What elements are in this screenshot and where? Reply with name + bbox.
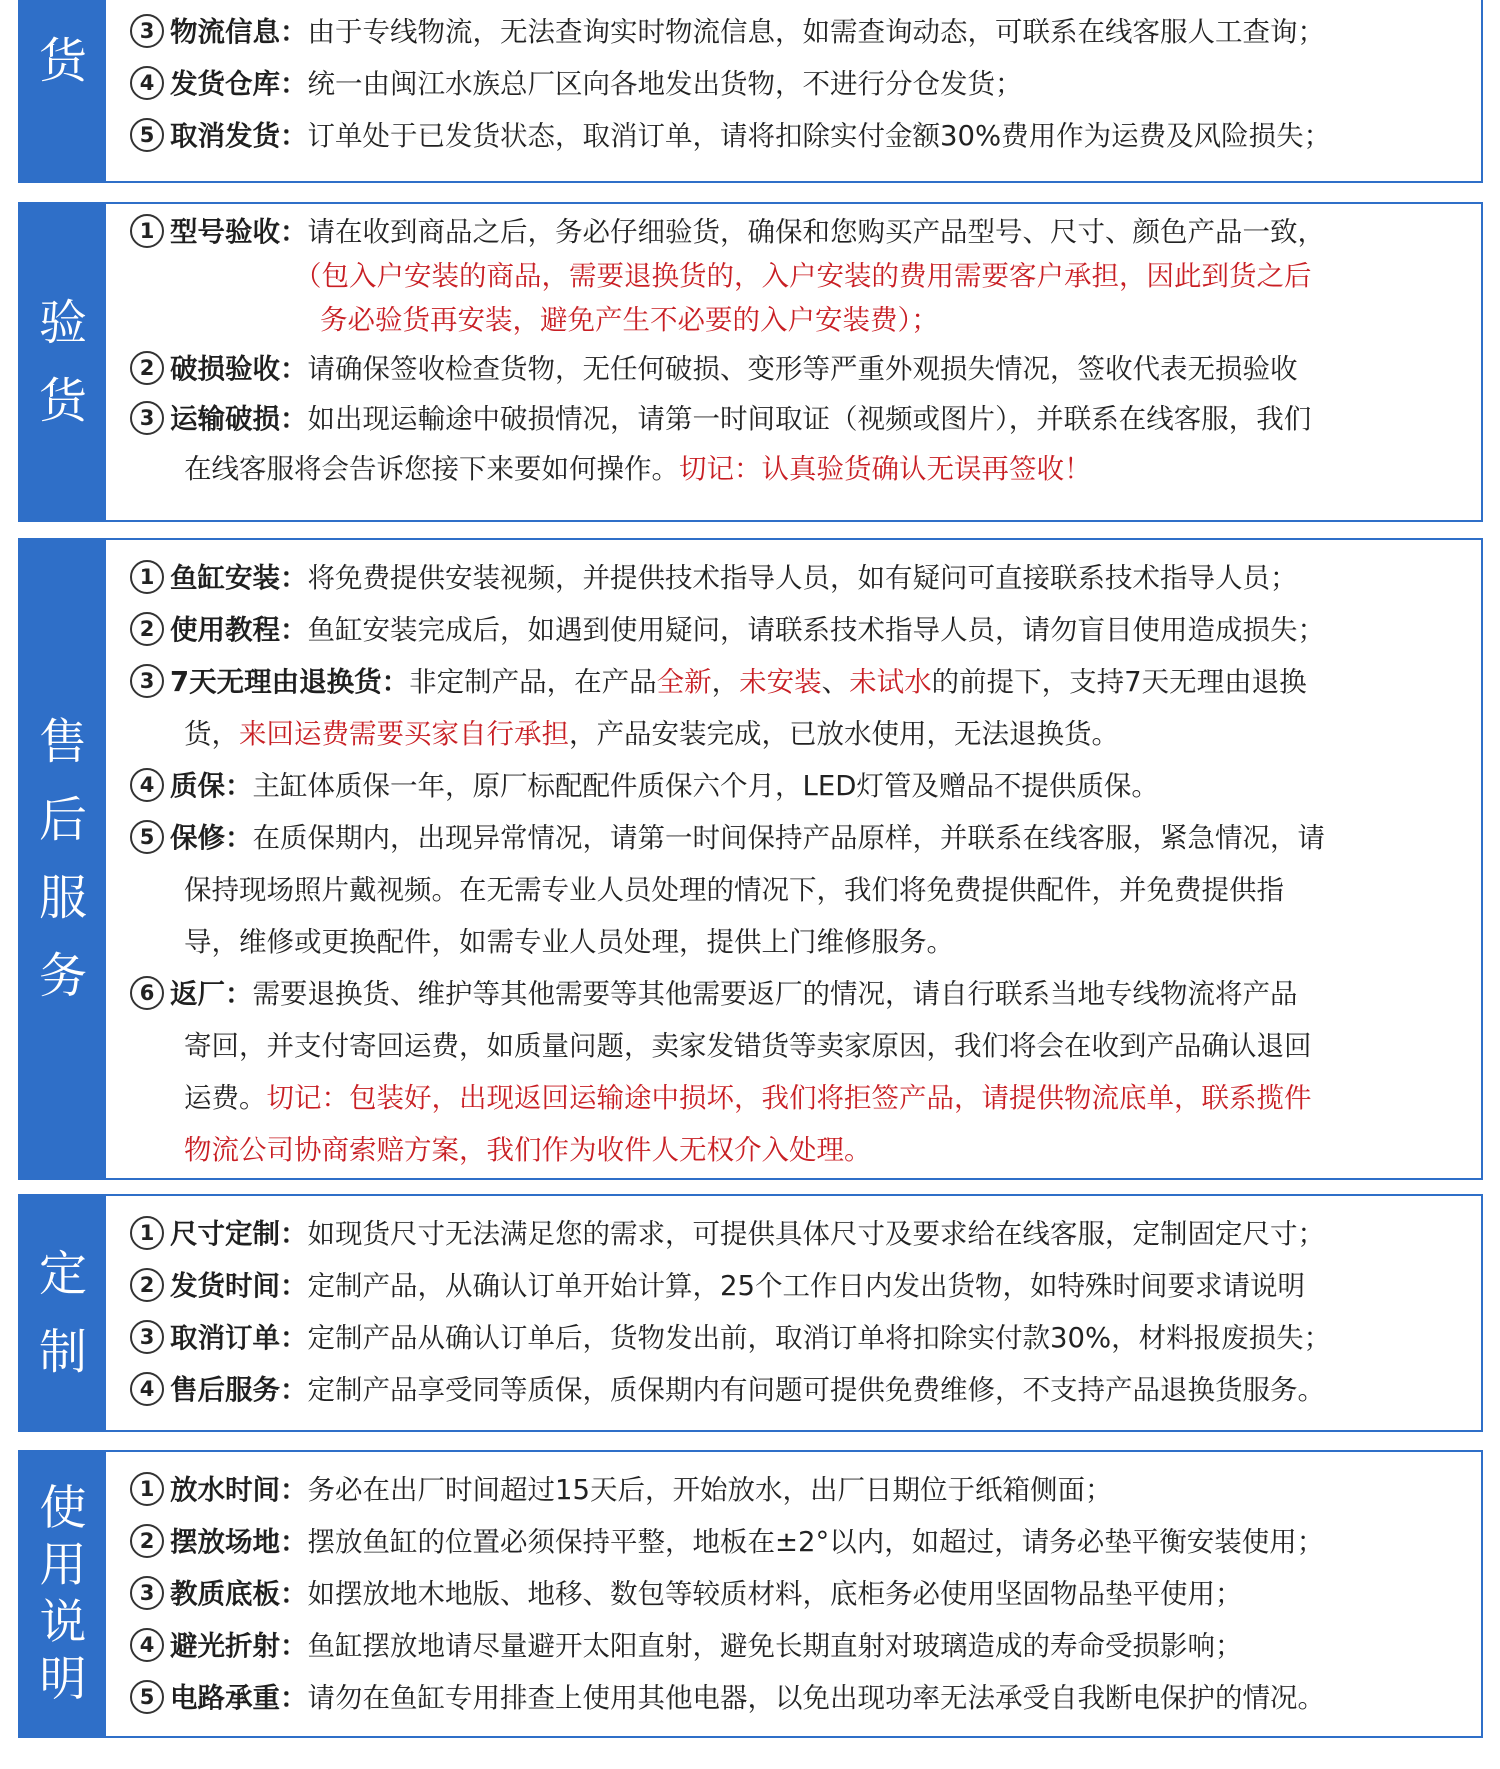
- list-item: [130, 1672, 1469, 1724]
- item-text: ，产品安装完成，已放水使用，无法退换货。: [569, 718, 1119, 750]
- item-text: 鱼缸安装完成后，如遇到使用疑问，请联系技术指导人员，请勿盲目使用造成损失；: [307, 614, 1325, 646]
- list-item: [130, 210, 1469, 342]
- list-item: [130, 1208, 1469, 1260]
- list-item: [130, 552, 1469, 604]
- item-text: 保持现场照片戴视频。在无需专业人员处理的情况下，我们将免费提供配件，并免费提供指: [184, 874, 1284, 906]
- list-item: [130, 1620, 1469, 1672]
- title-char: 说: [39, 1595, 87, 1650]
- section-usage: [18, 1450, 1483, 1738]
- item-text: 定制产品，从确认订单开始计算，25个工作日内发出货物，如特殊时间要求请说明: [307, 1270, 1305, 1302]
- item-label: 质保：: [170, 770, 253, 802]
- section-custom: [18, 1194, 1483, 1432]
- number-badge: 2: [130, 1524, 164, 1558]
- item-label: 尺寸定制：: [170, 1218, 308, 1250]
- item-text: 鱼缸摆放地请尽量避开太阳直射，避免长期直射对玻璃造成的寿命受损影响；: [307, 1630, 1243, 1662]
- title-char: 务: [38, 948, 87, 1004]
- item-label: 发货时间：: [170, 1270, 308, 1302]
- item-note: （包入户安装的商品，需要退换货的，入户安装的费用需要客户承担，因此到货之后: [294, 260, 1312, 292]
- list-item: [130, 1568, 1469, 1620]
- list-item: [130, 1364, 1469, 1416]
- item-text: 导，维修或更换配件，如需专业人员处理，提供上门维修服务。: [184, 926, 954, 958]
- list-item: [130, 604, 1469, 656]
- number-badge: 2: [130, 1268, 164, 1302]
- item-label: 保修：: [170, 822, 253, 854]
- item-text: 在质保期内，出现异常情况，请第一时间保持产品原样，并联系在线客服，紧急情况，请: [252, 822, 1325, 854]
- item-highlight: 未试水: [849, 666, 932, 698]
- item-text: 如出现运輸途中破损情况，请第一时间取证（视频或图片），并联系在线客服，我们: [307, 403, 1312, 435]
- item-label: 摆放场地：: [170, 1526, 308, 1558]
- list-item: [130, 760, 1469, 812]
- number-badge: 4: [130, 66, 164, 100]
- item-text: 定制产品享受同等质保，质保期内有问题可提供免费维修，不支持产品退换货服务。: [307, 1374, 1325, 1406]
- item-note: 务必验货再安装，避免产生不必要的入户安装费）；: [320, 304, 939, 336]
- number-badge: 3: [130, 401, 164, 435]
- title-char: 售: [38, 714, 87, 770]
- item-warning: 物流公司协商索赔方案，我们作为收件人无权介入处理。: [184, 1134, 872, 1166]
- list-item: [130, 1260, 1469, 1312]
- item-label: 售后服务：: [170, 1374, 308, 1406]
- item-highlight: 全新: [656, 666, 712, 698]
- number-badge: 3: [130, 664, 164, 698]
- item-text: 摆放鱼缸的位置必须保持平整，地板在±2°以内，如超过，请务必垫平衡安装使用；: [307, 1526, 1325, 1558]
- title-char: 定: [38, 1246, 87, 1302]
- item-label: 避光折射：: [170, 1630, 308, 1662]
- number-badge: 2: [130, 612, 164, 646]
- item-text: 统一由闽江水族总厂区向各地发出货物，不进行分仓发货；: [307, 68, 1023, 100]
- item-text: 由于专线物流，无法查询实时物流信息，如需查询动态，可联系在线客服人工查询；: [307, 16, 1325, 48]
- title-char: 货: [38, 373, 87, 429]
- item-text: 订单处于已发货状态，取消订单，请将扣除实付金额30%费用作为运费及风险损失；: [307, 120, 1332, 152]
- title-char: 验: [38, 295, 87, 351]
- item-label: 教质底板：: [170, 1578, 308, 1610]
- number-badge: 3: [130, 1576, 164, 1610]
- number-badge: 1: [130, 214, 164, 248]
- item-text: 在线客服将会告诉您接下来要如何操作。: [184, 453, 679, 485]
- number-badge: 5: [130, 820, 164, 854]
- title-char: 后: [38, 792, 87, 848]
- number-badge: 1: [130, 560, 164, 594]
- item-text: 定制产品从确认订单后，货物发出前，取消订单将扣除实付款30%，材料报废损失；: [307, 1322, 1332, 1354]
- list-item: [130, 968, 1469, 1176]
- item-text: 请在收到商品之后，务必仔细验货，确保和您购买产品型号、尺寸、颜色产品一致，: [307, 216, 1325, 248]
- item-label: 物流信息：: [170, 16, 308, 48]
- item-label: 型号验收：: [170, 216, 308, 248]
- item-text: 寄回，并支付寄回运费，如质量问题，卖家发错货等卖家原因，我们将会在收到产品确认退回: [184, 1030, 1312, 1062]
- item-label: 7天无理由退换货：: [170, 666, 410, 698]
- item-label: 返厂：: [170, 978, 253, 1010]
- number-badge: 1: [130, 1472, 164, 1506]
- item-highlight: 来回运费需要买家自行承担: [239, 718, 569, 750]
- list-item: [130, 812, 1469, 968]
- item-text: 务必在出厂时间超过15天后，开始放水，出厂日期位于纸箱侧面；: [307, 1474, 1113, 1506]
- section-title-custom: [20, 1196, 106, 1430]
- title-char: 用: [39, 1538, 87, 1593]
- section-inspection: [18, 202, 1483, 522]
- item-text: 请确保签收检查货物，无任何破损、变形等严重外观损失情况，签收代表无损验收: [307, 353, 1298, 385]
- item-label: 取消发货：: [170, 120, 308, 152]
- section-shipping: [18, 0, 1483, 183]
- item-text: 主缸体质保一年，原厂标配配件质保六个月，LED灯管及赠品不提供质保。: [252, 770, 1159, 802]
- list-item: [130, 1312, 1469, 1364]
- list-item: [130, 1516, 1469, 1568]
- list-item: [130, 394, 1469, 494]
- item-highlight: 未安装: [739, 666, 822, 698]
- item-label: 放水时间：: [170, 1474, 308, 1506]
- number-badge: 4: [130, 1372, 164, 1406]
- item-label: 鱼缸安装：: [170, 562, 308, 594]
- number-badge: 4: [130, 768, 164, 802]
- number-badge: 6: [130, 976, 164, 1010]
- section-title-usage: [20, 1452, 106, 1736]
- item-text: 运费。: [184, 1082, 267, 1114]
- item-label: 取消订单：: [170, 1322, 308, 1354]
- item-warning: 切记：包装好，出现返回运输途中损坏，我们将拒签产品，请提供物流底单，联系揽件: [266, 1082, 1312, 1114]
- item-text: 如现货尺寸无法满足您的需求，可提供具体尺寸及要求给在线客服，定制固定尺寸；: [307, 1218, 1325, 1250]
- item-label: 破损验收：: [170, 353, 308, 385]
- list-item: [130, 6, 1469, 58]
- item-text: 将免费提供安装视频，并提供技术指导人员，如有疑问可直接联系技术指导人员；: [307, 562, 1298, 594]
- number-badge: 5: [130, 118, 164, 152]
- list-item: [130, 344, 1469, 394]
- list-item: [130, 58, 1469, 110]
- number-badge: 3: [130, 1320, 164, 1354]
- section-after-sales: [18, 538, 1483, 1180]
- section-title-shipping: [20, 0, 106, 181]
- item-text: 、: [821, 666, 850, 698]
- number-badge: 5: [130, 1680, 164, 1714]
- item-label: 发货仓库：: [170, 68, 308, 100]
- section-title-inspection: [20, 204, 106, 520]
- number-badge: 4: [130, 1628, 164, 1662]
- item-text: 非定制产品，在产品: [409, 666, 657, 698]
- item-label: 电路承重：: [170, 1682, 308, 1714]
- item-label: 使用教程：: [170, 614, 308, 646]
- number-badge: 1: [130, 1216, 164, 1250]
- item-warning: 切记：认真验货确认无误再签收！: [679, 453, 1092, 485]
- item-text: ，: [711, 666, 740, 698]
- title-char: 明: [39, 1652, 87, 1707]
- list-item: [130, 656, 1469, 760]
- section-title-after-sales: [20, 540, 106, 1178]
- item-text: 请勿在鱼缸专用排查上使用其他电器，以免出现功率无法承受自我断电保护的情况。: [307, 1682, 1325, 1714]
- title-char: 制: [38, 1324, 87, 1380]
- item-label: 运输破损：: [170, 403, 308, 435]
- number-badge: 2: [130, 351, 164, 385]
- item-text: 的前提下，支持7天无理由退换: [931, 666, 1307, 698]
- list-item: [130, 1464, 1469, 1516]
- title-char: 货: [38, 33, 87, 89]
- list-item: [130, 110, 1469, 162]
- title-char: 服: [38, 870, 87, 926]
- item-text: 货，: [184, 718, 239, 750]
- title-char: 使: [39, 1481, 87, 1536]
- item-text: 需要退换货、维护等其他需要等其他需要返厂的情况，请自行联系当地专线物流将产品: [252, 978, 1298, 1010]
- number-badge: 3: [130, 14, 164, 48]
- item-text: 如摆放地木地版、地移、数包等较质材料，底柜务必使用坚固物品垫平使用；: [307, 1578, 1243, 1610]
